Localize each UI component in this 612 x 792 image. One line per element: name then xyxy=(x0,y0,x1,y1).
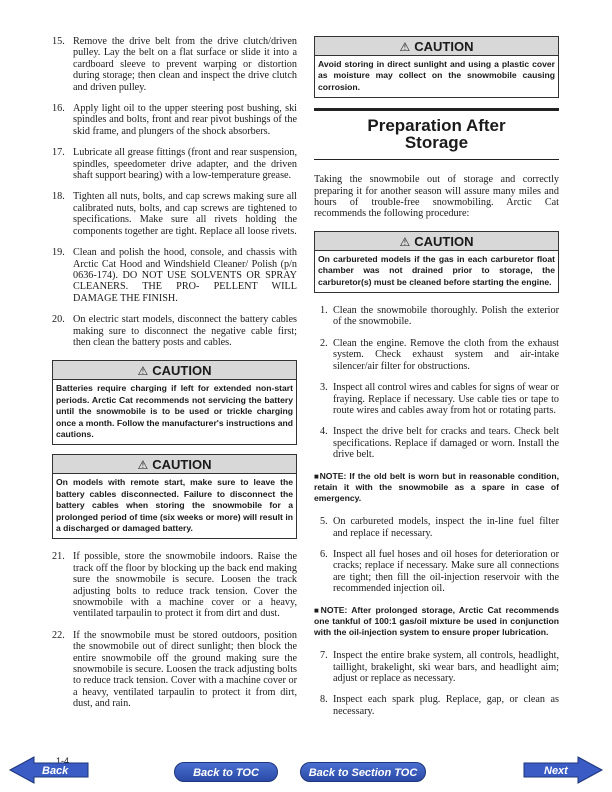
item-text: Inspect the drive belt for cracks and tears. Check belt specifications. Replace if damaged or worn. Install the drive belt. xyxy=(333,426,559,461)
list-item xyxy=(314,305,559,328)
caution-box-battery xyxy=(52,360,297,445)
section-heading xyxy=(314,108,559,160)
item-number: 16. xyxy=(52,103,65,115)
caution-label: CAUTION xyxy=(414,233,474,249)
caution-text: Avoid storing in direct sunlight and using a plastic cover as moisture may collect on the snowmobile causing corrosion. xyxy=(318,59,555,92)
warning-triangle-icon: ⚠ xyxy=(137,458,149,473)
list-item xyxy=(314,382,559,416)
list-item xyxy=(314,338,559,372)
next-label: Next xyxy=(544,765,568,777)
item-number: 4. xyxy=(320,426,328,438)
preparation-steps-list xyxy=(314,305,559,460)
storage-steps-list-2 xyxy=(52,551,297,709)
list-item xyxy=(52,551,297,619)
list-item xyxy=(52,147,297,181)
item-number: 3. xyxy=(320,382,328,394)
item-number: 19. xyxy=(52,247,65,259)
heading-line-1: Preparation After xyxy=(367,116,506,136)
caution-box-carburetor xyxy=(314,231,559,293)
caution-text: On models with remote start, make sure to leave the battery cables disconnected. Failure to disconnect the battery cables when storing the snowmobile for a prolonged period of time (six weeks or more) will result in a discharged or damaged battery. xyxy=(56,477,293,533)
item-text: Lubricate all grease fittings (front and rear suspension, spindles, speedometer drive adapter, and the driven shaft support bearing) with a low-temperature grease. xyxy=(73,147,297,182)
list-item xyxy=(314,650,559,684)
storage-steps-list xyxy=(52,36,297,348)
list-item xyxy=(52,191,297,237)
item-text: Remove the drive belt from the drive clutch/driven pulley. Lay the belt on a flat surface or slide it into a cardboard sleeve to prevent warping or distortion during storage; then clean and inspect the drive clutch and driven pulley. xyxy=(73,36,297,93)
item-number: 17. xyxy=(52,147,65,159)
item-number: 20. xyxy=(52,314,65,326)
item-text: Inspect all control wires and cables for signs of wear or fraying. Replace if necessary. Use cable ties or tape to route wires and cables away from hot or rotating parts. xyxy=(333,382,559,416)
item-number: 2. xyxy=(320,337,328,349)
item-text: Clean the snowmobile thoroughly. Polish the exterior of the snowmobile. xyxy=(333,305,559,328)
item-text: Tighten all nuts, bolts, and cap screws making sure all calibrated nuts, bolts, and cap screws are tightened to specifications. Make sure all rivets holding the components together are tight. Replace all loose rivets. xyxy=(73,191,297,237)
list-item xyxy=(52,247,297,304)
intro-paragraph: Taking the snowmobile out of storage and correctly preparing it for another season will assure many miles and hours of trouble-free snowmobiling. Arctic Cat recommends the following procedure: xyxy=(314,174,559,220)
item-text: Clean the engine. Remove the cloth from the exhaust system. Check exhaust system and air-intake silencer/air filter for obstructions. xyxy=(333,337,559,372)
item-text: If possible, store the snowmobile indoors. Raise the track off the floor by blocking up the back end making sure the snowmobile is secure. Loosen the track adjusting bolts to reduce track tension. Cover the snowmobile with a machine cover or a heavy, ventilated tarpaulin to protect it from dirt and dust. xyxy=(73,551,297,620)
page-number: 1-4 xyxy=(56,756,70,766)
item-text: Inspect the entire brake system, all controls, headlight, taillight, brakelight, ski wear bars, and headlight aim; adjust or replace as necessary. xyxy=(333,650,559,684)
note-bullet-icon: ■ xyxy=(314,471,320,481)
note-spare-belt xyxy=(314,471,559,505)
caution-label: CAUTION xyxy=(152,363,212,379)
item-number: 5. xyxy=(320,516,328,528)
right-column xyxy=(314,36,559,727)
list-item xyxy=(314,694,559,717)
back-to-toc-button[interactable]: Back to TOC xyxy=(174,762,278,782)
item-text: On electric start models, disconnect the battery cables making sure to disconnect the negative cable first; then clean the battery posts and cables. xyxy=(73,314,297,348)
caution-label: CAUTION xyxy=(414,39,474,54)
back-to-section-toc-button[interactable]: Back to Section TOC xyxy=(300,762,426,782)
warning-triangle-icon: ⚠ xyxy=(399,234,411,249)
item-number: 15. xyxy=(52,36,65,47)
left-column xyxy=(52,36,297,720)
heading-line-2: Storage xyxy=(404,133,469,153)
preparation-steps-list-2 xyxy=(314,516,559,594)
item-number: 21. xyxy=(52,551,65,563)
back-label: Back xyxy=(42,765,69,777)
warning-triangle-icon: ⚠ xyxy=(137,364,149,379)
next-button[interactable] xyxy=(522,755,604,785)
list-item xyxy=(314,549,559,595)
warning-triangle-icon: ⚠ xyxy=(399,40,411,54)
list-item xyxy=(52,36,297,93)
preparation-steps-list-3 xyxy=(314,650,559,717)
item-text: If the snowmobile must be stored outdoors, position the snowmobile out of direct sunlight; then block the entire snowmobile off the ground making sure the snowmobile is secure. Loosen the track adjusting bolts to reduce track tension. Cover with a machine cover or a heavy, ventilated tarpaulin to protect it from dirt, dust, and rain. xyxy=(73,629,297,710)
item-number: 7. xyxy=(320,650,328,662)
note-bullet-icon: ■ xyxy=(314,605,321,615)
note-text: NOTE: If the old belt is worn but in reasonable condition, retain it with the snowmobile as a spare in case of emergency. xyxy=(314,470,559,503)
caution-text: Batteries require charging if left for extended non-start periods. Arctic Cat recommends not servicing the battery until the snowmobile is to be used or trickle charging once a month. Follow the manufacturer's instructions and cautions. xyxy=(56,383,293,439)
caution-header xyxy=(315,232,558,251)
list-item xyxy=(314,516,559,539)
caution-box-sunlight xyxy=(314,36,559,98)
item-number: 18. xyxy=(52,191,65,203)
caution-box-remote-start xyxy=(52,454,297,539)
item-text: Clean and polish the hood, console, and chassis with Arctic Cat Hood and Windshield Cleaner/ Polish (p/n 0636-174). DO NOT USE SOLVENTS OR SPRAY CLEANERS. THE PRO- PELLENT WILL DAMAGE THE FINISH. xyxy=(73,247,297,304)
list-item xyxy=(314,426,559,460)
list-item xyxy=(52,630,297,710)
item-text: Apply light oil to the upper steering post bushing, ski spindles and bolts, front and rear pivot bushings of the skid frame, and plungers of the shock absorbers. xyxy=(73,103,297,137)
list-item xyxy=(52,103,297,137)
item-number: 1. xyxy=(320,305,328,317)
item-number: 22. xyxy=(52,629,65,641)
caution-label: CAUTION xyxy=(152,457,212,473)
item-text: On carbureted models, inspect the in-line fuel filter and replace if necessary. xyxy=(333,516,559,539)
item-text: Inspect each spark plug. Replace, gap, or clean as necessary. xyxy=(333,694,559,717)
note-text: NOTE: After prolonged storage, Arctic Cat recommends one tankful of 100:1 gas/oil mixture be used in conjunction with the oil-injection system to ensure proper lubrication. xyxy=(314,604,559,637)
back-button[interactable] xyxy=(8,755,90,785)
item-number: 8. xyxy=(320,694,328,706)
caution-header xyxy=(315,37,558,56)
item-text: Inspect all fuel hoses and oil hoses for deterioration or cracks; replace if necessary. Make sure all connections are tight; then fill the oil-injection reservoir with the recommended injection oil. xyxy=(333,548,559,595)
caution-header xyxy=(53,361,296,380)
caution-header xyxy=(53,455,296,474)
caution-text: On carbureted models if the gas in each carburetor float chamber was not drained prior to storage, the carburetor(s) must be cleaned before starting the engine. xyxy=(318,253,555,287)
item-number: 6. xyxy=(320,548,328,560)
list-item xyxy=(52,314,297,348)
note-gas-oil-mixture xyxy=(314,605,559,639)
